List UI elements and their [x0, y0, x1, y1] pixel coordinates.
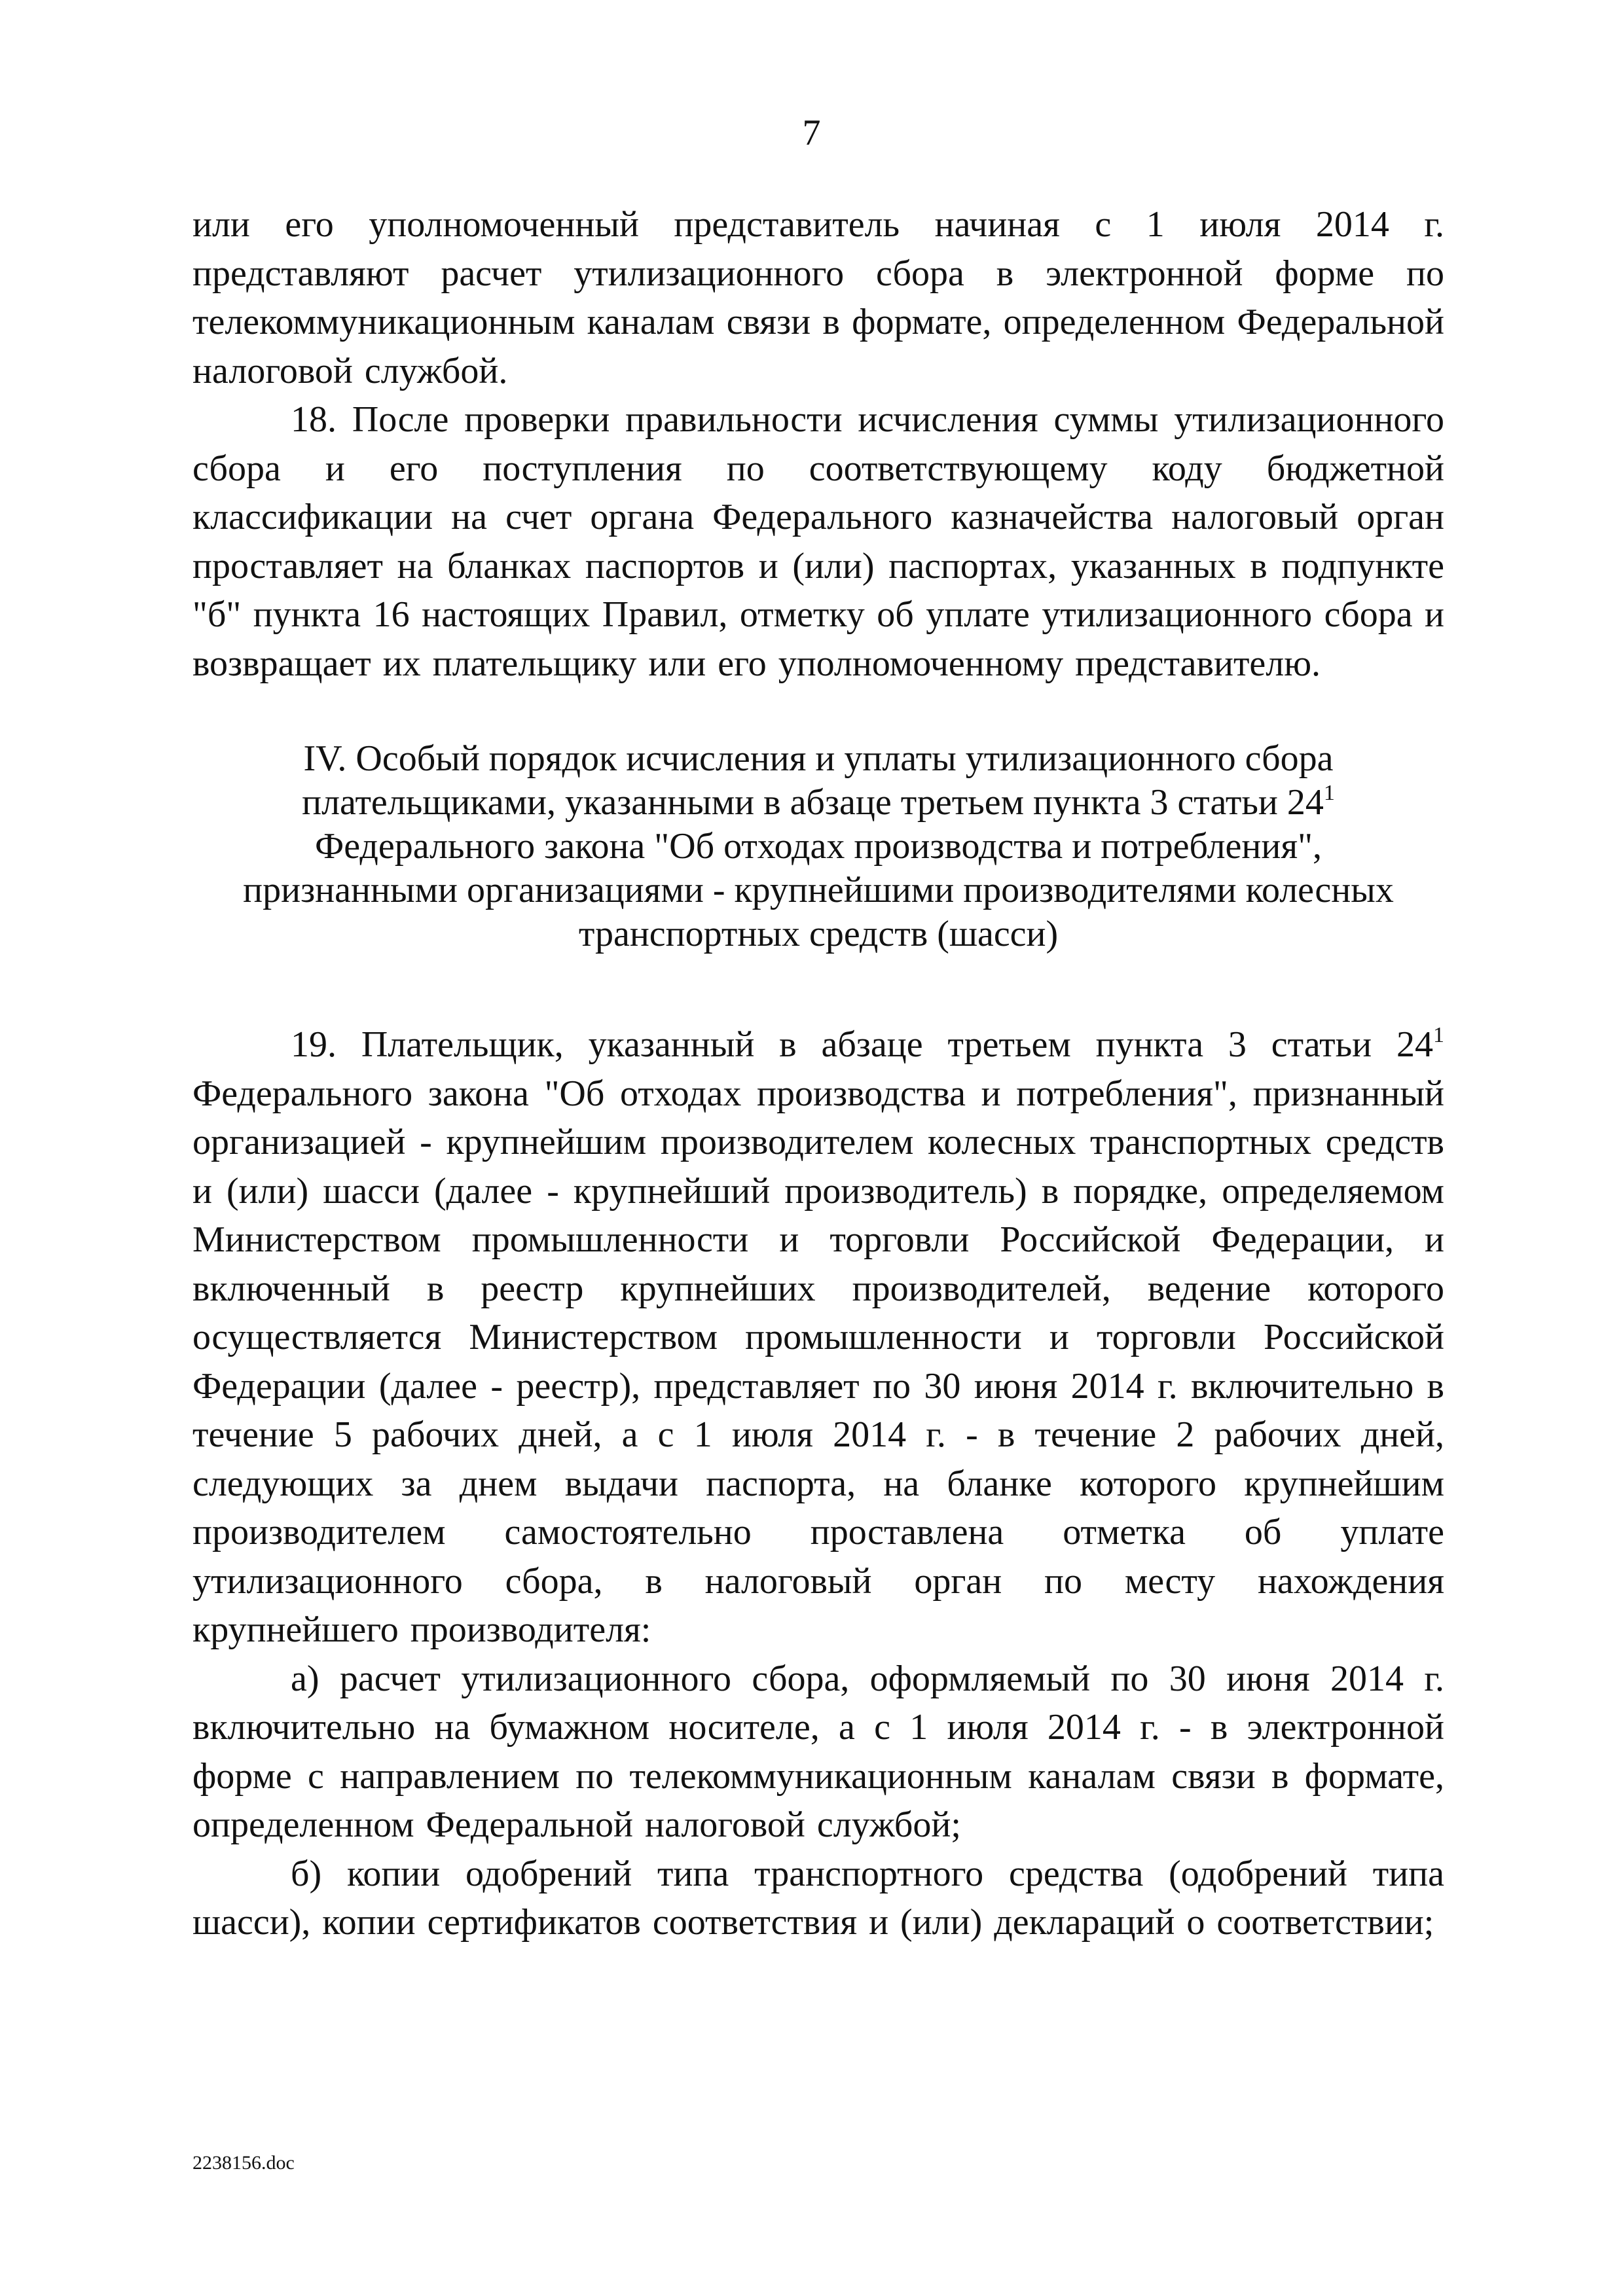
paragraph-18: 18. После проверки правильности исчисления суммы утилизационного сбора и его поступления по соответствующему коду бюджетной классификации на счет органа Федерального казначейства налоговый орган проставляет на бланках паспортов и (или) паспортах, указанных в подпункте "б" пункта 16 настоящих Правил, отметку об уплате утилизационного сбора и возвращает их плательщику или его уполномоченному представителю.	[192, 399, 1444, 684]
heading-line-2	[192, 781, 1444, 825]
subparagraph-a: а) расчет утилизационного сбора, оформляемый по 30 июня 2014 г. включительно на бумажном носителе, а с 1 июля 2014 г. - в электронной форме с направлением по телекоммуникационным каналам связи в формате, определенном Федеральной налоговой службой;	[192, 1658, 1444, 1845]
paragraph-19-superscript: 1	[1433, 1023, 1444, 1047]
heading-line-3: Федерального закона "Об отходах производства и потребления",	[315, 826, 1322, 867]
heading-line-2-text: плательщиками, указанными в абзаце третьем пункта 3 статьи 24	[302, 782, 1324, 823]
heading-line-1: IV. Особый порядок исчисления и уплаты утилизационного сбора	[303, 738, 1334, 779]
footer-filename: 2238156.doc	[192, 2152, 295, 2174]
heading-line-5: транспортных средств (шасси)	[578, 914, 1059, 954]
paragraph-continuation: или его уполномоченный представитель начиная с 1 июля 2014 г. представляют расчет утилизационного сбора в электронной форме по телекоммуникационным каналам связи в формате, определенном Федеральной налоговой службой.	[192, 204, 1444, 391]
page-number: 7	[802, 113, 821, 153]
paragraph-19-part2: Федерального закона "Об отходах производства и потребления", признанный организацией - крупнейшим производителем колесных транспортных средств и (или) шасси (далее - крупнейший производитель) в порядке, определяемом Министерством промышленности и торговли Российской Федерации, и включенный в реестр крупнейших производителей, ведение которого осуществляется Министерством промышленности и торговли Российской Федерации (далее - реестр), представляет по 30 июня 2014 г. включительно в течение 5 рабочих дней, а с 1 июля 2014 г. - в течение 2 рабочих дней, следующих за днем выдачи паспорта, на бланке которого крупнейшим производителем самостоятельно проставлена отметка об уплате утилизационного сбора, в налоговый орган по месту нахождения крупнейшего производителя:	[192, 1073, 1444, 1650]
subparagraph-b: б) копии одобрений типа транспортного средства (одобрений типа шасси), копии сертификатов соответствия и (или) деклараций о соответствии;	[192, 1853, 1444, 1943]
heading-superscript: 1	[1323, 781, 1335, 805]
heading-line-4: признанными организациями - крупнейшими производителями колесных	[243, 870, 1394, 910]
paragraph-19-part1: 19. Плательщик, указанный в абзаце третьем пункта 3 статьи 24	[291, 1024, 1433, 1065]
section-heading-iv	[192, 737, 1444, 956]
document-body	[192, 200, 1444, 1947]
paragraph-19	[192, 1020, 1444, 1655]
